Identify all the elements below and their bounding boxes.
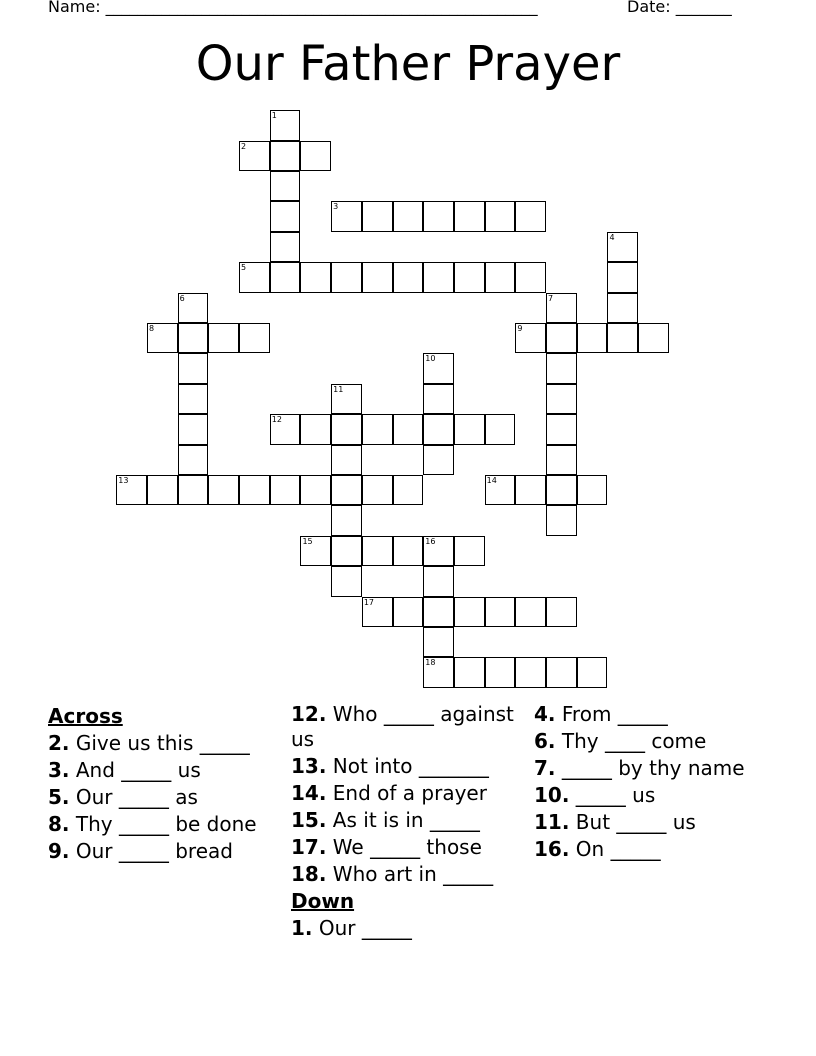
across-clue-5	[48, 785, 280, 810]
clue-text: Give us this _____	[75, 731, 250, 755]
clue-text: From _____	[561, 702, 668, 726]
crossword-cell[interactable]	[423, 201, 454, 231]
crossword-cell[interactable]	[178, 475, 209, 505]
crossword-cell[interactable]	[270, 141, 301, 171]
crossword-cell[interactable]	[178, 353, 209, 383]
crossword-cell[interactable]	[362, 475, 393, 505]
clue-text: _____ by thy name	[561, 756, 745, 780]
clue-number: 18.	[291, 862, 327, 886]
date-field[interactable]: Date: _______	[627, 0, 732, 16]
crossword-cell[interactable]	[546, 505, 577, 535]
clue-number: 6.	[534, 729, 556, 753]
clue-number-label: 3	[333, 202, 339, 212]
clue-number-label: 10	[425, 354, 436, 364]
clue-text: Thy _____ be done	[75, 812, 257, 836]
down-clue-16	[534, 837, 766, 862]
crossword-cell[interactable]	[423, 627, 454, 657]
across-clue-17	[291, 835, 523, 860]
across-clue-12	[291, 702, 523, 752]
crossword-cell[interactable]	[485, 201, 516, 231]
crossword-cell[interactable]	[454, 536, 485, 566]
clue-text: But _____ us	[575, 810, 696, 834]
crossword-cell[interactable]	[515, 475, 546, 505]
crossword-cell[interactable]	[178, 384, 209, 414]
crossword-cell[interactable]	[546, 353, 577, 383]
crossword-cell[interactable]	[546, 445, 577, 475]
crossword-cell[interactable]	[147, 475, 178, 505]
clue-number: 4.	[534, 702, 556, 726]
clue-text: And _____ us	[75, 758, 201, 782]
clue-number-label: 18	[425, 658, 436, 668]
crossword-cell[interactable]	[178, 414, 209, 444]
crossword-cell[interactable]	[393, 536, 424, 566]
clue-number: 16.	[534, 837, 570, 861]
crossword-cell[interactable]	[515, 262, 546, 292]
clue-text: Who art in _____	[332, 862, 494, 886]
name-field[interactable]: Name: ______________________________________________________	[48, 0, 538, 16]
crossword-cell[interactable]	[546, 475, 577, 505]
crossword-cell[interactable]	[485, 597, 516, 627]
crossword-cell[interactable]	[270, 475, 301, 505]
clue-number: 7.	[534, 756, 556, 780]
clue-text: We _____ those	[332, 835, 482, 859]
clue-text: Our _____ as	[75, 785, 198, 809]
crossword-cell[interactable]	[454, 597, 485, 627]
across-clue-14	[291, 781, 523, 806]
clue-text: End of a prayer	[332, 781, 487, 805]
crossword-cell[interactable]	[607, 323, 638, 353]
crossword-cell[interactable]	[454, 262, 485, 292]
crossword-cell[interactable]	[485, 657, 516, 687]
clue-number: 2.	[48, 731, 70, 755]
crossword-cell[interactable]	[393, 414, 424, 444]
clue-text: As it is in _____	[332, 808, 480, 832]
across-clue-2	[48, 731, 280, 756]
crossword-cell[interactable]	[423, 262, 454, 292]
clue-number-label: 16	[425, 536, 436, 546]
clue-number: 8.	[48, 812, 70, 836]
clue-number-label: 15	[302, 536, 313, 546]
crossword-cell[interactable]	[577, 657, 608, 687]
crossword-cell-1[interactable]	[270, 110, 301, 140]
clue-number: 14.	[291, 781, 327, 805]
crossword-cell[interactable]	[239, 323, 270, 353]
clue-text: On _____	[575, 837, 661, 861]
crossword-cell[interactable]	[485, 414, 516, 444]
crossword-cell[interactable]	[208, 475, 239, 505]
crossword-cell[interactable]	[239, 475, 270, 505]
down-clue-6	[534, 729, 766, 754]
crossword-cell[interactable]	[515, 201, 546, 231]
across-heading: Across	[48, 704, 123, 728]
across-clue-3	[48, 758, 280, 783]
across-clue-9	[48, 839, 280, 864]
crossword-cell[interactable]	[607, 293, 638, 323]
clue-number-label: 9	[517, 324, 523, 334]
crossword-cell[interactable]	[300, 475, 331, 505]
crossword-cell[interactable]	[362, 414, 393, 444]
crossword-cell[interactable]	[331, 475, 362, 505]
clue-number-label: 6	[179, 293, 185, 303]
crossword-cell[interactable]	[178, 445, 209, 475]
across-clue-13	[291, 754, 523, 779]
crossword-cell[interactable]	[485, 262, 516, 292]
clue-text: Who _____ against us	[291, 702, 514, 751]
clue-number-label: 12	[271, 415, 282, 425]
crossword-cell-7[interactable]	[546, 293, 577, 323]
clue-number-label: 17	[363, 597, 375, 607]
crossword-cell[interactable]	[393, 597, 424, 627]
clue-number-label: 5	[241, 263, 247, 273]
crossword-cell[interactable]	[393, 475, 424, 505]
clue-text: Our _____	[318, 916, 412, 940]
crossword-cell[interactable]	[270, 262, 301, 292]
crossword-cell[interactable]	[423, 597, 454, 627]
crossword-cell[interactable]	[638, 323, 669, 353]
clue-column-3	[534, 702, 766, 864]
crossword-cell[interactable]	[546, 414, 577, 444]
crossword-cell[interactable]	[331, 445, 362, 475]
clue-column-2	[291, 702, 523, 943]
crossword-cell-4[interactable]	[607, 232, 638, 262]
clue-number-label: 4	[609, 232, 615, 242]
clue-text: Not into _______	[332, 754, 489, 778]
crossword-cell[interactable]	[454, 201, 485, 231]
crossword-cell-3[interactable]	[331, 201, 362, 231]
clue-text: Thy ____ come	[561, 729, 707, 753]
down-clue-11	[534, 810, 766, 835]
crossword-cell[interactable]	[331, 262, 362, 292]
crossword-cell[interactable]	[423, 414, 454, 444]
crossword-cell[interactable]	[423, 566, 454, 596]
clue-number-label: 8	[148, 324, 155, 334]
crossword-cell[interactable]	[546, 384, 577, 414]
clue-number: 12.	[291, 702, 327, 726]
crossword-cell[interactable]	[362, 536, 393, 566]
crossword-cell[interactable]	[577, 475, 608, 505]
down-clue-4	[534, 702, 766, 727]
clue-text: _____ us	[575, 783, 656, 807]
clue-number-label: 14	[486, 476, 497, 486]
crossword-cell[interactable]	[331, 536, 362, 566]
crossword-cell[interactable]	[423, 445, 454, 475]
crossword-cell[interactable]	[270, 171, 301, 201]
crossword-cell-5[interactable]	[239, 262, 270, 292]
clue-number: 10.	[534, 783, 570, 807]
crossword-cell[interactable]	[454, 657, 485, 687]
clue-number: 1.	[291, 916, 313, 940]
clue-column-1	[48, 702, 280, 866]
across-clue-15	[291, 808, 523, 833]
crossword-cell[interactable]	[331, 414, 362, 444]
clue-number: 3.	[48, 758, 70, 782]
clue-number-label: 11	[333, 384, 344, 394]
crossword-cell[interactable]	[300, 414, 331, 444]
crossword-cell-14[interactable]	[485, 475, 516, 505]
down-heading: Down	[291, 889, 355, 913]
crossword-cell-17[interactable]	[362, 597, 393, 627]
crossword-cell-18[interactable]	[423, 657, 454, 687]
crossword-cell[interactable]	[300, 262, 331, 292]
down-clue-7	[534, 756, 766, 781]
clue-number: 9.	[48, 839, 70, 863]
clue-number: 11.	[534, 810, 570, 834]
across-clue-8	[48, 812, 280, 837]
crossword-cell[interactable]	[454, 414, 485, 444]
clue-text: Our _____ bread	[75, 839, 233, 863]
clue-number-label: 1	[271, 111, 277, 121]
crossword-cell[interactable]	[607, 262, 638, 292]
crossword-cell[interactable]	[208, 323, 239, 353]
down-clue-1	[291, 916, 523, 941]
crossword-cell-2[interactable]	[239, 141, 270, 171]
across-clue-18	[291, 862, 523, 887]
crossword-cell[interactable]	[300, 141, 331, 171]
clue-number-label: 13	[118, 476, 129, 486]
crossword-cell-12[interactable]	[270, 414, 301, 444]
crossword-cell-16[interactable]	[423, 536, 454, 566]
crossword-cell[interactable]	[331, 505, 362, 535]
crossword-cell[interactable]	[393, 262, 424, 292]
crossword-cell-8[interactable]	[147, 323, 178, 353]
page-title: Our Father Prayer	[195, 36, 621, 92]
clue-number: 5.	[48, 785, 70, 809]
crossword-cell[interactable]	[546, 323, 577, 353]
crossword-cell[interactable]	[270, 232, 301, 262]
down-clue-10	[534, 783, 766, 808]
crossword-cell[interactable]	[515, 597, 546, 627]
crossword-cell[interactable]	[270, 201, 301, 231]
crossword-cell[interactable]	[393, 201, 424, 231]
crossword-cell[interactable]	[546, 597, 577, 627]
crossword-cell[interactable]	[362, 262, 393, 292]
crossword-cell[interactable]	[331, 566, 362, 596]
crossword-cell[interactable]	[546, 657, 577, 687]
crossword-cell-10[interactable]	[423, 353, 454, 383]
crossword-cell[interactable]	[423, 384, 454, 414]
clue-number: 17.	[291, 835, 327, 859]
crossword-cell[interactable]	[577, 323, 608, 353]
crossword-cell-13[interactable]	[116, 475, 147, 505]
crossword-cell[interactable]	[362, 201, 393, 231]
crossword-cell[interactable]	[515, 657, 546, 687]
crossword-cell[interactable]	[178, 323, 209, 353]
clue-number: 13.	[291, 754, 327, 778]
clue-number-label: 7	[548, 293, 554, 303]
crossword-cell-15[interactable]	[300, 536, 331, 566]
crossword-cell-9[interactable]	[515, 323, 546, 353]
clue-number-label: 2	[241, 141, 247, 151]
crossword-cell-11[interactable]	[331, 384, 362, 414]
crossword-cell-6[interactable]	[178, 293, 209, 323]
clue-number: 15.	[291, 808, 327, 832]
